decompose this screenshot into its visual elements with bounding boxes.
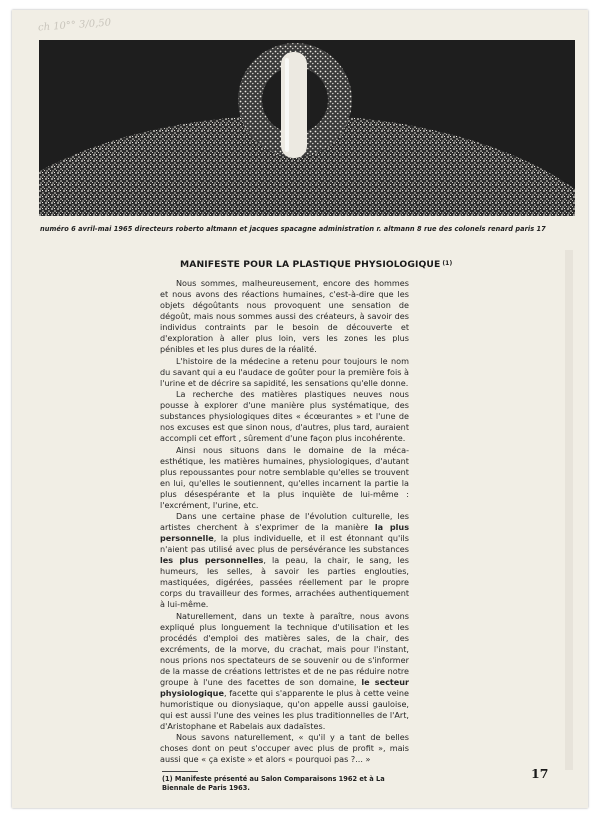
paragraph-text: Ainsi nous situons dans le domaine de la méca-esthétique, les matières humaines, physiologiques, d'autant plus repoussantes pour notre semblable qu'elles se trouvent en lui, qu'elles le soutiennent, qu'elles incarnent la partie la plus désespérante et la plus inquiète de lui-même : l'excrément, l'urine, etc. <box>160 444 409 510</box>
article-body <box>160 278 409 765</box>
footnote <box>162 775 412 793</box>
paragraph <box>160 732 409 765</box>
paragraph <box>160 445 409 511</box>
paragraph-text: Naturellement, dans un texte à paraître, nous avons expliqué plus longuement la technique d'utilisation et les procédés d'emploi des matières sales, de la chair, des excréments, de la morve, du crachat, mais pour l'instant, nous prions nos spectateurs de se souvenir ou de s'informer de la masse de créations lettristes et de ne pas réduire notre groupe à l'une des facettes de son domaine, <box>160 610 409 687</box>
article-title <box>180 259 453 270</box>
paragraph <box>160 389 409 444</box>
emphasis-text: le secteur physiologique <box>160 676 409 698</box>
capsule-shape <box>281 52 307 158</box>
header-illustration <box>39 40 575 216</box>
paragraph-text: , la peau, la chair, le sang, les humeurs, les selles, à savoir les parties englouties, mastiquées, digérées, passées réellement par le propre corps du travailleur des formes, arrachées authentiquement à lui-même. <box>160 555 409 609</box>
paragraph-text: L'histoire de la médecine a retenu pour toujours le nom du savant qui a eu l'audace de goûter pour la première fois à l'urine et de décrire sa sapidité, les sensations qu'elle donne. <box>160 355 409 388</box>
footnote-salon: Salon Comparaisons 1962 <box>260 775 358 783</box>
footnote-biennale: La Biennale de Paris 1963 <box>162 775 385 792</box>
paragraph <box>160 511 409 610</box>
footnote-text: . <box>247 784 250 792</box>
footnote-divider <box>162 771 198 772</box>
emphasis-text: la plus personnelle <box>160 522 410 543</box>
paragraph-text: , la plus individuelle, et il est étonnant qu'ils n'aient pas utilisé avec plus de persévérance les substances <box>160 533 409 554</box>
pencil-annotation: ch 10°° 3/0,50 <box>37 17 112 34</box>
paragraph <box>160 611 409 732</box>
page-edge-shadow <box>565 250 573 770</box>
page-number: 17 <box>531 766 549 781</box>
paragraph <box>160 356 409 389</box>
paragraph-text: Dans une certaine phase de l'évolution culturelle, les artistes cherchent à s'exprimer de la manière <box>160 511 409 532</box>
title-footnote-marker: (1) <box>442 260 453 267</box>
title-text: MANIFESTE POUR LA PLASTIQUE PHYSIOLOGIQUE <box>180 259 441 270</box>
paragraph-text: Nous sommes, malheureusement, encore des hommes et nous avons des réactions humaines, c'est-à-dire que les objets dégoûtants nous provoquent une sensation de dégoût, mais nous sommes aussi des créateurs, à savoir des individus contraints par le besoin de découverte et d'exploration à aller plus loin, vers les zones les plus pénibles et les plus dures de la réalité. <box>160 278 409 354</box>
emphasis-text: les plus personnelles <box>160 555 264 565</box>
journal-masthead: numéro 6 avril-mai 1965 directeurs roberto altmann et jacques spacagne administration r. altmann 8 rue des colonels renard paris 17 <box>40 225 546 233</box>
paragraph-text: Nous savons naturellement, « qu'il y a tant de belles choses dont on peut s'occuper avec plus de profit », mais aussi que « ça existe » et alors « pourquoi pas ?... » <box>160 732 409 764</box>
footnote-text: et à <box>357 775 377 783</box>
footnote-text: (1) Manifeste présenté au <box>162 775 261 783</box>
paragraph-text: , facette qui s'apparente le plus à cette veine humoristique ou dionysiaque, qu'on appelle aussi gauloise, qui est aussi l'une des veines les plus traditionnelles de l'Art, d'Aristophane et Rabelais aux dadaïstes. <box>160 687 409 731</box>
paragraph-text: La recherche des matières plastiques neuves nous pousse à explorer d'une manière plus systématique, des substances physiologiques dites « écœurantes » et l'une de nos excuses est que sinon nous, d'autres, plus tard, auraient accompli cet effort , sûrement d'une façon plus incohérente. <box>160 389 409 443</box>
paragraph <box>160 278 409 355</box>
